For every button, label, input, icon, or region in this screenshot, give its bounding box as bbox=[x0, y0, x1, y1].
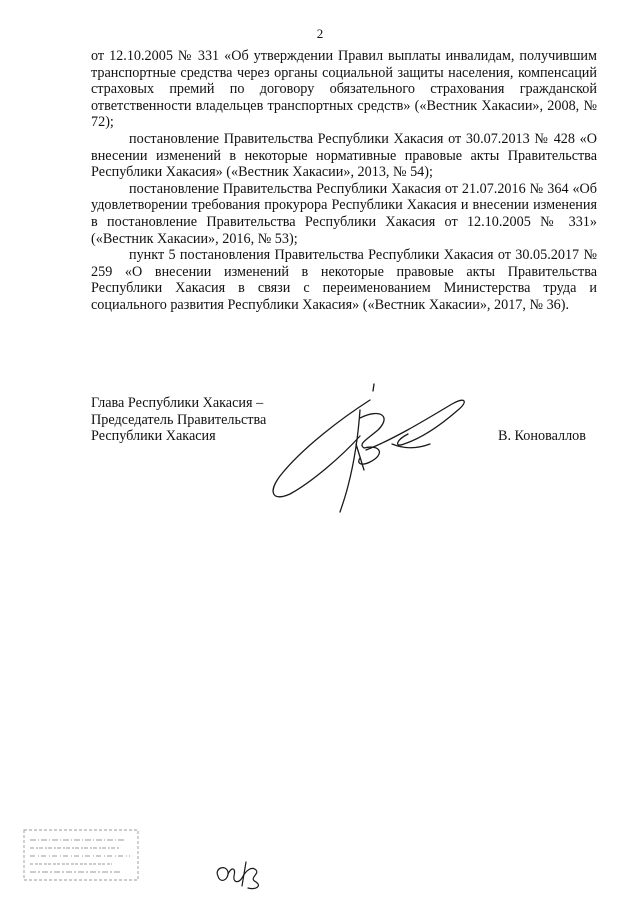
document-body bbox=[91, 48, 597, 314]
paragraph-item: пункт 5 постановления Правительства Республики Хакасия от 30.05.2017 № 259 «О внесении изменений в некоторые правовые акты Правительства Республики Хакасия в связи с переименованием Министерства труда и социального развития Республики Хакасия» («Вестник Хакасии», 2017, № 36). bbox=[91, 247, 597, 313]
paragraph-item: от 12.10.2005 № 331 «Об утверждении Правил выплаты инвалидам, получившим транспортные средства через органы социальной защиты населения, компенсаций страховых премий по договору обязательного страхования гражданской ответственности владельцев транспортных средств» («Вестник Хакасии», 2008, № 72); bbox=[91, 48, 597, 131]
signer-title-line: Председатель Правительства bbox=[91, 411, 267, 428]
signer-title bbox=[91, 395, 266, 445]
signer-title-line: Глава Республики Хакасия – bbox=[91, 395, 264, 411]
handwritten-initials bbox=[212, 856, 272, 892]
signer-name: В. Коноваллов bbox=[498, 428, 586, 444]
paragraph-item: постановление Правительства Республики Хакасия от 30.07.2013 № 428 «О внесении изменений в некоторые нормативные правовые акты Правительства Республики Хакасия» («Вестник Хакасии», 2013, № 54); bbox=[91, 130, 597, 181]
page-number: 2 bbox=[316, 26, 324, 41]
handwritten-signature bbox=[262, 378, 482, 528]
paragraph-item: постановление Правительства Республики Хакасия от 21.07.2016 № 364 «Об удовлетворении требования прокурора Республики Хакасия и внесении изменения в постановление Правительства Республики Хакасия от 12.10.2005 № 331» («Вестник Хакасии», 2016, № 53); bbox=[91, 180, 597, 247]
registration-stamp bbox=[22, 828, 140, 882]
signer-title-line: Республики Хакасия bbox=[91, 428, 216, 445]
